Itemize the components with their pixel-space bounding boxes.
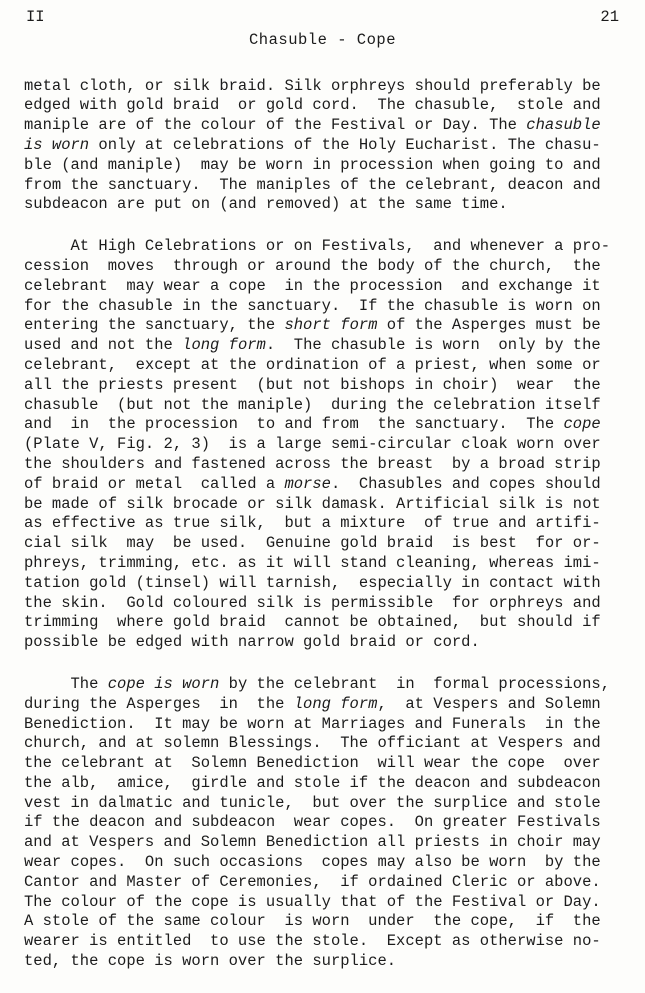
- text-line: [24, 435, 635, 455]
- chapter-number: II: [26, 8, 45, 26]
- text-line: [24, 873, 635, 893]
- text-line: [24, 136, 635, 156]
- text-line: [24, 156, 635, 176]
- text-line: [24, 574, 635, 594]
- text-line: [24, 912, 635, 932]
- text-line: [24, 396, 635, 416]
- text-segment: tation gold (tinsel) will tarnish, especially in contact with: [24, 573, 601, 592]
- text-line: [24, 336, 635, 356]
- text-segment: church, and at solemn Blessings. The officiant at Vespers and: [24, 734, 601, 753]
- text-segment: used and not the: [24, 336, 183, 355]
- text-segment: and at Vespers and Solemn Benediction all priests in choir may: [24, 833, 601, 852]
- text-segment: A stole of the same colour is worn under the cope, if the: [24, 912, 601, 931]
- text-segment: of braid or metal called a: [24, 474, 285, 493]
- italic-text-segment: morse: [284, 474, 331, 493]
- text-line: [24, 633, 635, 653]
- text-segment: all the priests present (but not bishops in choir) wear the: [24, 375, 601, 394]
- text-segment: entering the sanctuary, the: [24, 316, 285, 335]
- text-line: [24, 893, 635, 913]
- italic-text-segment: cope is worn: [107, 674, 220, 693]
- text-segment: trimming where gold braid cannot be obtained, but should if: [24, 613, 601, 632]
- text-segment: phreys, trimming, etc. as it will stand cleaning, whereas imi-: [24, 553, 601, 572]
- text-segment: (Plate V, Fig. 2, 3) is a large semi-circular cloak worn over: [24, 435, 601, 454]
- text-line: [24, 734, 635, 754]
- italic-text-segment: long form: [293, 694, 378, 713]
- paragraph: [24, 237, 635, 653]
- italic-text-segment: long form: [182, 336, 266, 355]
- text-segment: subdeacon are put on (and removed) at the same time.: [24, 195, 508, 214]
- text-segment: metal cloth, or silk braid. Silk orphreys should preferably be: [24, 76, 601, 95]
- text-line: [24, 613, 635, 633]
- text-segment: only at celebrations of the Holy Eucharist. The chasu-: [89, 135, 601, 154]
- text-line: [24, 195, 635, 215]
- text-segment: cession moves through or around the body of the church, the: [24, 256, 601, 275]
- text-segment: cial silk may be used. Genuine gold braid is best for or-: [24, 534, 601, 553]
- page-header: [0, 8, 645, 28]
- text-line: [24, 675, 635, 695]
- text-line: [24, 715, 635, 735]
- text-segment: celebrant, except at the ordination of a priest, when some or: [24, 355, 601, 374]
- text-line: [24, 794, 635, 814]
- text-segment: possible be edged with narrow gold braid or cord.: [24, 633, 480, 652]
- text-line: [24, 116, 635, 136]
- document-body: [0, 77, 645, 972]
- text-segment: the skin. Gold coloured silk is permissible for orphreys and: [24, 593, 601, 612]
- text-segment: and in the procession to and from the sanctuary. The: [24, 415, 564, 434]
- text-line: [24, 356, 635, 376]
- text-segment: as effective as true silk, but a mixture of true and artifi-: [24, 514, 601, 533]
- text-segment: The colour of the cope is usually that of the Festival or Day.: [24, 892, 601, 911]
- text-segment: celebrant may wear a cope in the procession and exchange it: [24, 276, 601, 295]
- text-line: [24, 316, 635, 336]
- italic-text-segment: cope: [563, 415, 601, 434]
- text-line: [24, 96, 635, 116]
- text-line: [24, 754, 635, 774]
- italic-text-segment: short form: [284, 316, 378, 335]
- text-segment: At High Celebrations or on Festivals, and whenever a pro-: [24, 237, 610, 256]
- text-segment: vest in dalmatic and tunicle, but over the surplice and stole: [24, 793, 601, 812]
- text-segment: the celebrant at Solemn Benediction will wear the cope over: [24, 754, 601, 773]
- text-segment: chasuble (but not the maniple) during the celebration itself: [24, 395, 601, 414]
- text-segment: ble (and maniple) may be worn in procession when going to and: [24, 155, 601, 174]
- text-line: [24, 495, 635, 515]
- italic-text-segment: chasuble: [526, 116, 601, 135]
- text-line: [24, 514, 635, 534]
- text-segment: wear copes. On such occasions copes may also be worn by the: [24, 853, 601, 872]
- paragraph: [24, 77, 635, 216]
- text-segment: ted, the cope is worn over the surplice.: [24, 952, 397, 971]
- text-segment: the shoulders and fastened across the breast by a broad strip: [24, 454, 601, 473]
- text-line: [24, 594, 635, 614]
- text-segment: if the deacon and subdeacon wear copes. On greater Festivals: [24, 813, 601, 832]
- text-line: [24, 952, 635, 972]
- text-line: [24, 833, 635, 853]
- text-segment: The: [24, 674, 108, 693]
- text-segment: . Chasubles and copes should: [330, 474, 601, 493]
- text-line: [24, 257, 635, 277]
- text-line: [24, 813, 635, 833]
- text-line: [24, 853, 635, 873]
- text-segment: . The chasuble is worn only by the: [265, 336, 601, 355]
- text-line: [24, 176, 635, 196]
- text-line: [24, 415, 635, 435]
- text-segment: from the sanctuary. The maniples of the celebrant, deacon and: [24, 175, 601, 194]
- page-title: Chasuble - Cope: [248, 30, 397, 49]
- text-line: [24, 277, 635, 297]
- text-segment: wearer is entitled to use the stole. Except as otherwise no-: [24, 932, 601, 951]
- text-segment: , at Vespers and Solemn: [377, 694, 601, 713]
- text-line: [24, 554, 635, 574]
- text-segment: the alb, amice, girdle and stole if the deacon and subdeacon: [24, 773, 601, 792]
- page-number: 21: [600, 8, 619, 26]
- text-segment: maniple are of the colour of the Festival or Day. The: [24, 116, 527, 135]
- text-line: [24, 455, 635, 475]
- paragraph: [24, 675, 635, 972]
- text-segment: by the celebrant in formal processions,: [219, 674, 611, 693]
- text-segment: for the chasuble in the sanctuary. If the chasuble is worn on: [24, 296, 601, 315]
- text-segment: be made of silk brocade or silk damask. Artificial silk is not: [24, 494, 601, 513]
- text-line: [24, 774, 635, 794]
- text-line: [24, 376, 635, 396]
- text-line: [24, 77, 635, 97]
- text-line: [24, 237, 635, 257]
- text-segment: Cantor and Master of Ceremonies, if ordained Cleric or above.: [24, 872, 601, 891]
- text-line: [24, 534, 635, 554]
- text-line: [24, 475, 635, 495]
- text-segment: of the Asperges must be: [377, 316, 601, 335]
- text-segment: edged with gold braid or gold cord. The chasuble, stole and: [24, 96, 601, 115]
- italic-text-segment: is worn: [24, 135, 90, 154]
- text-line: [24, 932, 635, 952]
- text-segment: during the Asperges in the: [24, 694, 294, 713]
- text-segment: Benediction. It may be worn at Marriages and Funerals in the: [24, 714, 601, 733]
- text-line: [24, 695, 635, 715]
- text-line: [24, 297, 635, 317]
